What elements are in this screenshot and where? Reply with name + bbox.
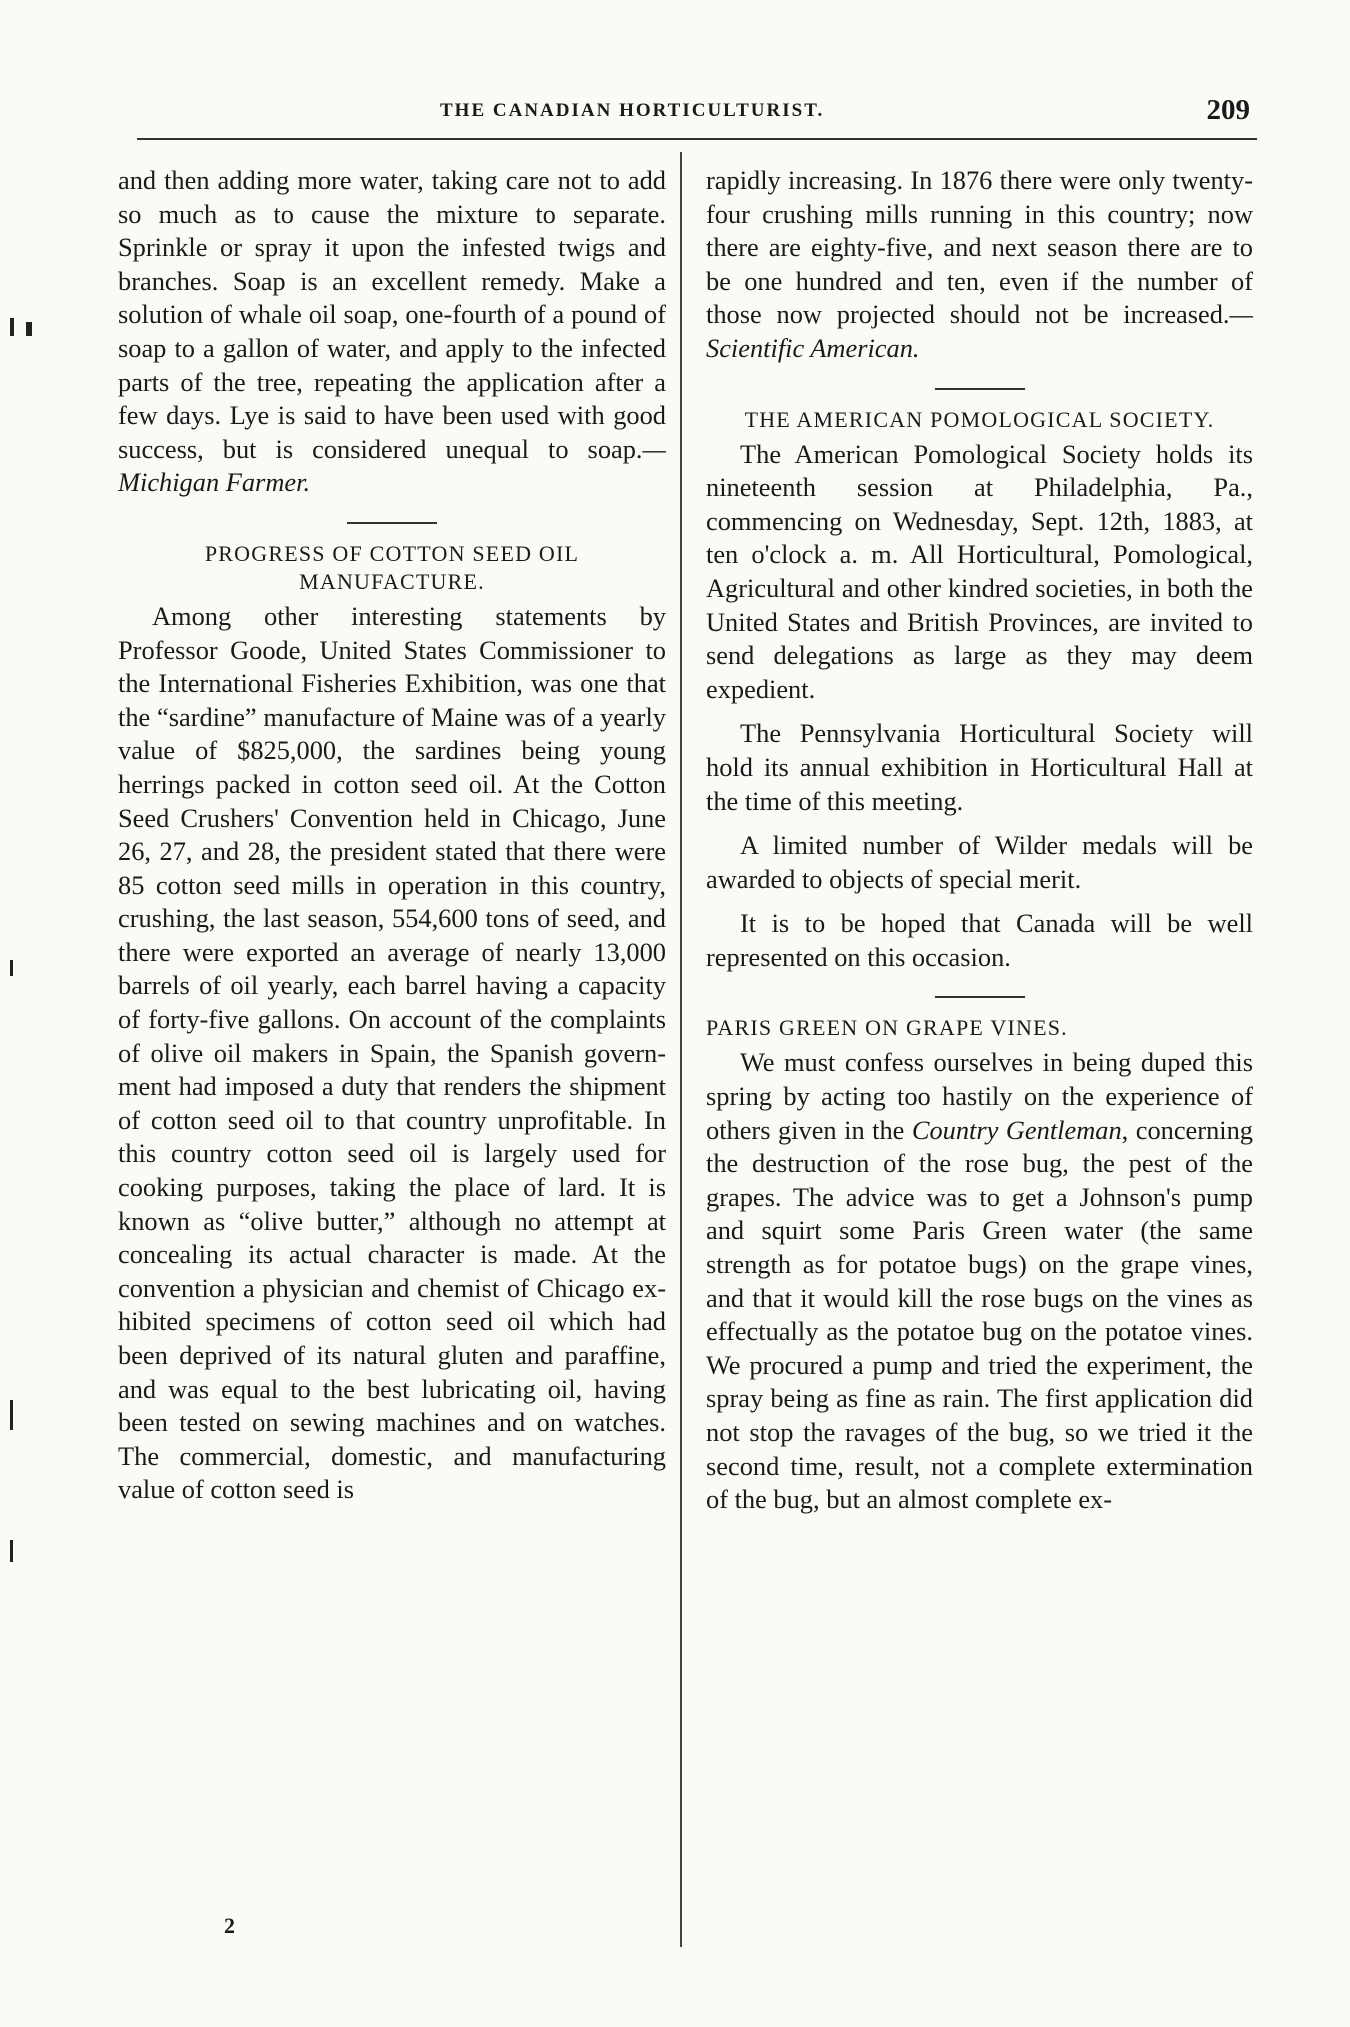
cotton-seed-oil-paragraph: Among other interesting statements by Professor Goode, United States Commissioner to the International Fisheries Exhibition, was one that the “sardine” manufacture of Maine was of a yearly value of $825,000, the sardines being young herrings packed in cotton seed oil. At the Cotton Seed Crushers' Convention held in Chicago, June 26, 27, and 28, the president stated that there were 85 cotton seed mills in operation in this country, crushing, the last season, 554,600 tons of seed, and there were exported an average of nearly 13,000 barrels of oil yearly, each barrel having a capacity of forty-five gallons. On account of the complaints of olive oil makers in Spain, the Spanish government had imposed a duty that renders the shipment of cotton seed oil to that country unprofitable. In this country cotton seed oil is largely used for cooking purposes, taking the place of lard. It is known as “olive butter,” although no attempt at concealing its actual character is made. At the convention a physician and chemist of Chicago exhibited specimens of cotton seed oil which had been deprived of its natural gluten and paraffine, and was equal to the best lubricating oil, having been tested on sewing machines and on watches. The commercial, domestic, and manufacturing value of cotton seed is xyxy=(118,600,666,1505)
page-number: 209 xyxy=(1206,94,1250,126)
section-divider xyxy=(935,996,1025,998)
pomological-paragraph: The American Pomological Society holds its nineteenth session at Philadelphia, Pa., commencing on Wednesday, Sept. 12th, 1883, at ten o'clock a. m. All Horticultural, Pomological, Agricultural and other kindred societies, in both the United States and British Provinces, are invited to send delegations as large as they may deem expedient. xyxy=(706,438,1253,704)
right-paragraph-1 xyxy=(706,164,1253,366)
paris-green-paragraph xyxy=(706,1046,1253,1516)
paris-green-text-a: We must confess ourselves in being duped this spring by acting too hastily on the experience of others given in the xyxy=(706,1047,1253,1145)
left-paragraph-1-text: and then adding more water, taking care not to add so much as to cause the mixture to separate. Sprinkle or spray it upon the infested twigs and branches. Soap is an excellent remedy. Make a solution of whale oil soap, one-fourth of a pound of soap to a gallon of water, and apply to the infected parts of the tree, repeating the application after a few days. Lye is said to have been used with good success, but is considered unequal to soap. xyxy=(118,165,666,464)
scan-mark xyxy=(10,318,14,336)
right-paragraph-1-text: rapidly increasing. In 1876 there were only twenty-four crushing mills running in this country; now there are eighty-five, and next season there are to be one hundred and ten, even if the number of those now projected should not be increased. xyxy=(706,165,1253,330)
section-divider xyxy=(935,388,1025,390)
canada-paragraph: It is to be hoped that Canada will be well represented on this occasion. xyxy=(706,908,1253,972)
running-header xyxy=(140,96,1258,140)
heading-paris-green: PARIS GREEN ON GRAPE VINES. xyxy=(706,1015,1068,1041)
wilder-medals-paragraph: A limited number of Wilder medals will be awarded to objects of special merit. xyxy=(706,830,1253,894)
left-column xyxy=(118,164,666,1507)
scan-mark xyxy=(26,322,32,336)
column-rule xyxy=(680,152,682,1947)
pennsylvania-paragraph: The Pennsylvania Horticultural Society will hold its annual exhibition in Horticultural Hall at the time of this meeting. xyxy=(706,718,1253,816)
scan-mark xyxy=(10,960,13,976)
paris-green-text-b: , concerning the destruction of the rose bug, the pest of the grapes. The advice was to get a Johnson's pump and squirt some Paris Green water (the same strength as for potatoe bugs) on the grape vines, and that it would kill the rose bugs on the vines as effectually as the potatoe bug on the potatoe vines. We procured a pump and tried the experiment, the spray being as fine as rain. The first application did not stop the ravages of the bug, so we tried it the second time, result, not a complete extermination of the bug, but an almost complete ex- xyxy=(706,1114,1253,1515)
heading-pomological-society: THE AMERICAN POMOLOGICAL SOCIETY. xyxy=(744,406,1215,432)
signature-mark: 2 xyxy=(224,1913,235,1938)
heading-cotton-seed-oil: PROGRESS OF COTTON SEED OIL MANUFACTURE. xyxy=(204,540,580,594)
scan-mark xyxy=(10,1540,13,1562)
header-rule xyxy=(137,138,1257,140)
country-gentleman-title: Country Gentleman xyxy=(911,1114,1122,1145)
right-column xyxy=(706,164,1253,1517)
journal-title: THE CANADIAN HORTICULTURIST. xyxy=(440,100,825,121)
source-michigan-farmer: —Michigan Farmer. xyxy=(118,433,666,498)
section-divider xyxy=(347,522,437,524)
left-paragraph-1 xyxy=(118,164,666,500)
source-scientific-american: —Scientific American. xyxy=(706,299,1253,363)
scan-mark xyxy=(10,1400,13,1430)
